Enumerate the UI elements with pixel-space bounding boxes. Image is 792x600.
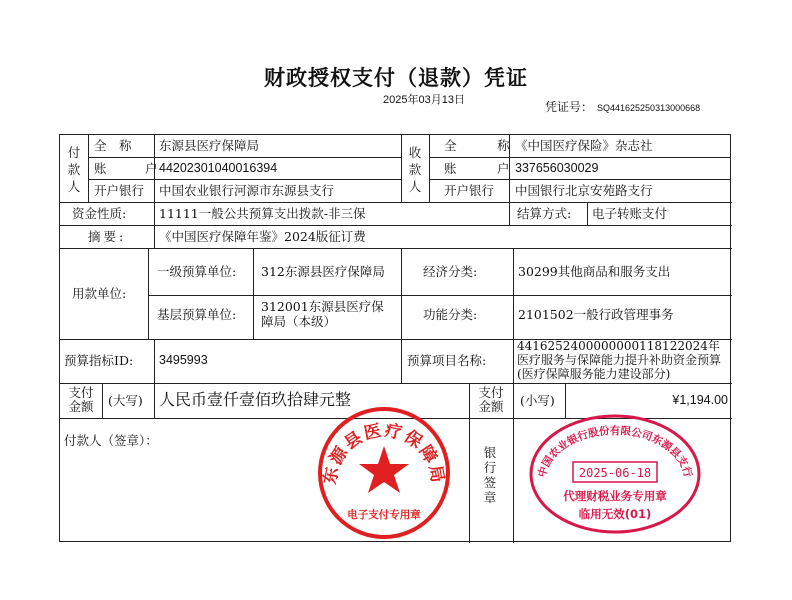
budget-project-label: 预算项目名称:: [407, 353, 487, 368]
amount-label-left: 支付金额: [68, 385, 94, 414]
fund-nature: 11111一般公共预算支出拨款-非三保: [159, 206, 366, 221]
amount-lower: ¥1,194.00: [672, 393, 728, 407]
budget-project: 44162524000000001181220​24年医疗服务与保障能力提升补助资金预算(医疗保障服务能力建设部分): [517, 339, 722, 381]
payer-signature-label: 付款人（签章）：: [64, 433, 158, 448]
voucher-number: SQ441625250313000668: [597, 103, 701, 113]
seal-line1: 代理财税业务专用章: [563, 489, 667, 503]
payer-section-label: 付款人: [67, 144, 81, 194]
seal-date: 2025-06-18: [578, 466, 652, 480]
budget-indicator: 3495993: [159, 353, 208, 367]
amount-label-right: 支付金额: [478, 385, 504, 414]
payer-name-label: 全 称: [94, 138, 132, 153]
payee-account-label: 账 户: [444, 161, 524, 176]
budget-indicator-label: 预算指标ID:: [64, 353, 134, 368]
voucher-number-row: [545, 98, 700, 115]
payer-bank: 中国农业银行河源市东源县支行: [159, 183, 335, 198]
bank-signature-label: 银行签章: [483, 445, 497, 505]
amount-upper-label: (大写): [108, 393, 143, 408]
func-class-label: 功能分类:: [423, 307, 478, 322]
payer-account: 44202301040016394: [159, 161, 278, 175]
base-unit-label: 基层预算单位:: [157, 307, 237, 322]
econ-class: 30299其他商品和服务支出: [518, 264, 671, 279]
voucher-number-label: 凭证号：: [545, 100, 594, 114]
amount-lower-label: (小写): [520, 393, 555, 408]
voucher-date: 2025年03月13日: [383, 94, 465, 106]
unit-label: 用款单位:: [72, 286, 127, 301]
payee-bank-label: 开户银行: [444, 183, 495, 198]
seal-line2: 临用无效(01): [578, 507, 652, 521]
payer-account-label: 账 户: [94, 161, 171, 176]
settlement-method: 电子转账支付: [592, 206, 668, 221]
settlement-label: 结算方式:: [517, 206, 572, 221]
summary-label: 摘要:: [88, 229, 127, 244]
payer-name: 东源县医疗保障局: [159, 138, 260, 153]
amount-upper: 人民币壹仟壹佰玖拾肆元整: [159, 390, 352, 409]
seal-bottom-text: 电子支付专用章: [347, 509, 421, 521]
seal-arc-textpath: 中国农业银行股份有限公司东源县支行: [536, 425, 694, 479]
econ-class-label: 经济分类:: [423, 264, 478, 279]
voucher-title: 财政授权支付（退款）凭证: [264, 65, 528, 90]
payee-name: 《中国医疗保险》杂志社: [515, 138, 653, 153]
level1-unit-label: 一级预算单位:: [157, 264, 237, 279]
payee-name-label: 全 称: [444, 138, 524, 153]
base-unit: 312001东源县医疗保障局（本级）: [261, 299, 384, 329]
level1-unit: 312东源县医疗保障局: [261, 264, 385, 279]
summary: 《中国医疗保障年鉴》2024版征订费: [159, 229, 366, 244]
bank-official-seal: [527, 412, 703, 536]
seal-star-icon: [359, 446, 409, 493]
payer-official-seal: [317, 406, 451, 540]
payer-bank-label: 开户银行: [94, 183, 145, 198]
seal-arc-textpath: 东源县医疗保障局: [320, 420, 448, 486]
func-class: 2101502一般行政管理事务: [518, 307, 674, 322]
fund-nature-label: 资金性质:: [72, 206, 127, 221]
payee-section-label: 收款人: [408, 144, 422, 194]
payee-bank: 中国银行北京安苑路支行: [515, 183, 653, 198]
payee-account: 337656030029: [515, 161, 599, 175]
